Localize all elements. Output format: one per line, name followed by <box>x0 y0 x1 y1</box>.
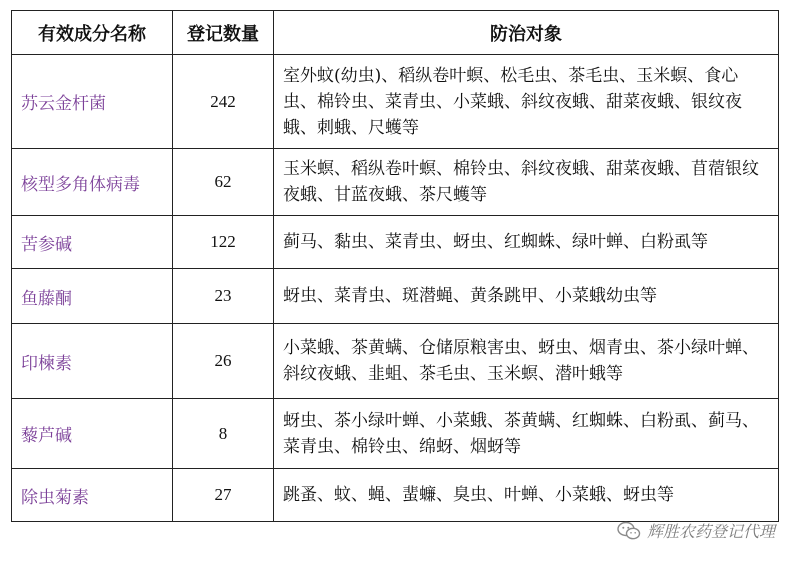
ingredient-name: 苏云金杆菌 <box>12 55 173 149</box>
target-pests: 玉米螟、稻纵卷叶螟、棉铃虫、斜纹夜蛾、甜菜夜蛾、苜蓿银纹夜蛾、甘蓝夜蛾、茶尺蠖等 <box>274 149 779 216</box>
registration-count: 8 <box>173 399 274 469</box>
table-row <box>12 216 779 269</box>
target-pests: 小菜蛾、茶黄螨、仓储原粮害虫、蚜虫、烟青虫、茶小绿叶蝉、斜纹夜蛾、韭蛆、茶毛虫、玉米螟、潜叶蛾等 <box>274 324 779 399</box>
ingredient-name: 鱼藤酮 <box>12 269 173 324</box>
pesticide-registration-table <box>11 10 779 522</box>
table-header-row <box>12 11 779 55</box>
registration-count: 122 <box>173 216 274 269</box>
wechat-icon <box>617 521 641 541</box>
ingredient-name: 核型多角体病毒 <box>12 149 173 216</box>
target-pests: 室外蚊(幼虫)、稻纵卷叶螟、松毛虫、茶毛虫、玉米螟、食心虫、棉铃虫、菜青虫、小菜蛾、斜纹夜蛾、甜菜夜蛾、银纹夜蛾、刺蛾、尺蠖等 <box>274 55 779 149</box>
registration-count: 27 <box>173 469 274 522</box>
registration-count: 26 <box>173 324 274 399</box>
header-target-pests: 防治对象 <box>274 11 779 55</box>
watermark-text: 辉胜农药登记代理 <box>646 522 775 541</box>
table-row <box>12 269 779 324</box>
ingredient-name: 苦参碱 <box>12 216 173 269</box>
header-registration-count: 登记数量 <box>173 11 274 55</box>
table-row <box>12 469 779 522</box>
target-pests: 蚜虫、菜青虫、斑潜蝇、黄条跳甲、小菜蛾幼虫等 <box>274 269 779 324</box>
watermark <box>617 519 775 542</box>
ingredient-name: 除虫菊素 <box>12 469 173 522</box>
target-pests: 跳蚤、蚊、蝇、蜚蠊、臭虫、叶蝉、小菜蛾、蚜虫等 <box>274 469 779 522</box>
registration-count: 242 <box>173 55 274 149</box>
target-pests: 蚜虫、茶小绿叶蝉、小菜蛾、茶黄螨、红蜘蛛、白粉虱、蓟马、菜青虫、棉铃虫、绵蚜、烟蚜等 <box>274 399 779 469</box>
registration-count: 62 <box>173 149 274 216</box>
header-ingredient-name: 有效成分名称 <box>12 11 173 55</box>
registration-count: 23 <box>173 269 274 324</box>
table-row <box>12 55 779 149</box>
target-pests: 蓟马、黏虫、菜青虫、蚜虫、红蜘蛛、绿叶蝉、白粉虱等 <box>274 216 779 269</box>
table-row <box>12 399 779 469</box>
ingredient-name: 印楝素 <box>12 324 173 399</box>
table-row <box>12 324 779 399</box>
ingredient-name: 藜芦碱 <box>12 399 173 469</box>
table-row <box>12 149 779 216</box>
